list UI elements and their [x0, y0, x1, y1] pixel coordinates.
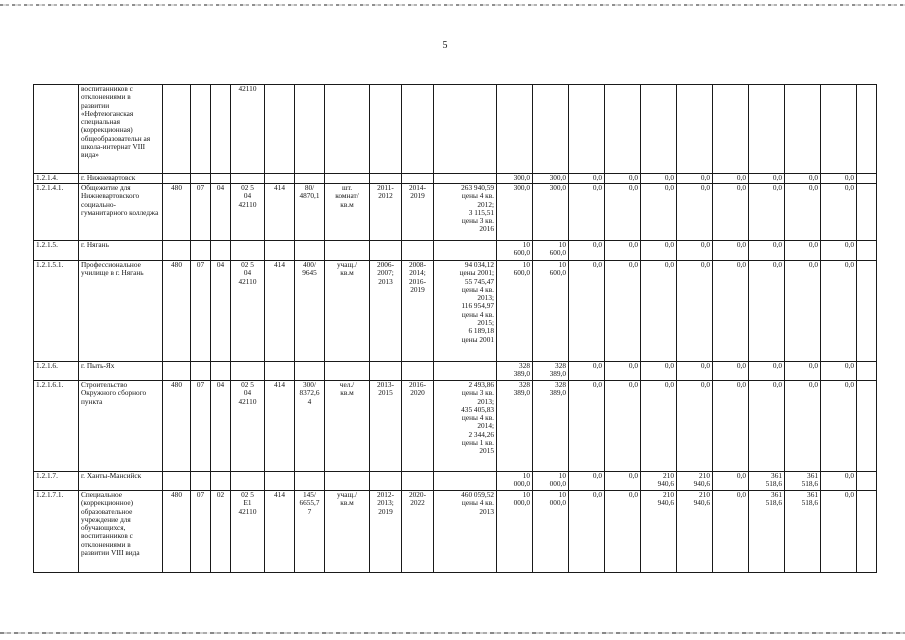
- cell-design-years: 2006- 2007; 2013: [370, 261, 402, 362]
- cell-col-480: [163, 472, 191, 491]
- cell-year-6: 0,0: [713, 261, 749, 362]
- cell-vr: 414: [265, 261, 295, 362]
- cell-year-3: 0,0: [605, 184, 641, 241]
- cell-estimate: 460 059,52 цены 4 кв. 2013: [434, 491, 497, 573]
- cell-code: 1.2.1.7.: [34, 472, 79, 491]
- cell-design-years: 2011- 2012: [370, 184, 402, 241]
- cell-build-years: 2016- 2020: [402, 381, 434, 472]
- cell-col-section: [211, 362, 231, 381]
- cell-unit: шт. комнат/ кв.м: [325, 184, 370, 241]
- cell-year-9: 0,0: [821, 261, 857, 362]
- cell-year-1: 10 000,0: [533, 491, 569, 573]
- cell-year-3: 0,0: [605, 261, 641, 362]
- cell-col-480: 480: [163, 381, 191, 472]
- cell-year-7: 361 518,6: [749, 491, 785, 573]
- cell-year-7: 0,0: [749, 241, 785, 261]
- cell-total: 10 000,0: [497, 491, 533, 573]
- cell-year-8: 0,0: [785, 381, 821, 472]
- cell-name: г. Нягань: [79, 241, 163, 261]
- cell-unit: чел./ кв.м: [325, 381, 370, 472]
- cell-col-07: [191, 241, 211, 261]
- table-row: [34, 241, 877, 261]
- cell-year-8: [785, 85, 821, 174]
- cell-year-1: 328 389,0: [533, 362, 569, 381]
- cell-col-07: [191, 362, 211, 381]
- cell-year-6: 0,0: [713, 472, 749, 491]
- cell-build-years: [402, 241, 434, 261]
- cell-code: 1.2.1.4.: [34, 174, 79, 184]
- cell-vr: [265, 174, 295, 184]
- cell-year-8: 361 518,6: [785, 472, 821, 491]
- cell-col-07: [191, 85, 211, 174]
- cell-total: 328 389,0: [497, 362, 533, 381]
- cell-year-4: 0,0: [641, 261, 677, 362]
- cell-year-2: 0,0: [569, 472, 605, 491]
- cell-design-years: 2013- 2015: [370, 381, 402, 472]
- cell-col-07: 07: [191, 381, 211, 472]
- cell-kbk: 02 5 04 42110: [231, 381, 265, 472]
- cell-build-years: [402, 472, 434, 491]
- cell-year-9: 0,0: [821, 472, 857, 491]
- cell-extra: [857, 184, 877, 241]
- cell-capacity: 300/ 8372,6 4: [295, 381, 325, 472]
- cell-capacity: [295, 241, 325, 261]
- cell-code: 1.2.1.6.1.: [34, 381, 79, 472]
- cell-name: Профессиональное училище в г. Нягань: [79, 261, 163, 362]
- cell-year-1: 10 600,0: [533, 241, 569, 261]
- cell-col-section: [211, 472, 231, 491]
- cell-design-years: [370, 174, 402, 184]
- cell-col-07: 07: [191, 261, 211, 362]
- investment-table: [33, 84, 877, 573]
- cell-year-8: 0,0: [785, 261, 821, 362]
- cell-year-6: 0,0: [713, 491, 749, 573]
- cell-year-8: 361 518,6: [785, 491, 821, 573]
- cell-estimate: [434, 85, 497, 174]
- cell-year-5: 210 940,6: [677, 491, 713, 573]
- cell-build-years: [402, 174, 434, 184]
- cell-capacity: [295, 472, 325, 491]
- cell-code: 1.2.1.5.: [34, 241, 79, 261]
- cell-vr: 414: [265, 184, 295, 241]
- cell-kbk: [231, 174, 265, 184]
- table-row: [34, 362, 877, 381]
- cell-year-5: [677, 85, 713, 174]
- cell-name: воспитанников с отклонениями в развитии «Нефтеюганская специальная (коррекционная) общеобразовательн ая школа-интернат VIII вида»: [79, 85, 163, 174]
- cell-col-section: 04: [211, 184, 231, 241]
- cell-estimate: 94 034,12 цены 2001; 55 745,47 цены 4 кв. 2013; 116 954,97 цены 4 кв. 2015; 6 189,18 цены 2001: [434, 261, 497, 362]
- cell-year-4: 0,0: [641, 184, 677, 241]
- cell-design-years: [370, 472, 402, 491]
- cell-year-6: 0,0: [713, 174, 749, 184]
- cell-col-480: 480: [163, 184, 191, 241]
- cell-name: г. Пыть-Ях: [79, 362, 163, 381]
- cell-total: 328 389,0: [497, 381, 533, 472]
- cell-col-07: 07: [191, 184, 211, 241]
- cell-name: г. Нижневартовск: [79, 174, 163, 184]
- cell-total: [497, 85, 533, 174]
- cell-capacity: [295, 85, 325, 174]
- cell-year-2: 0,0: [569, 381, 605, 472]
- cell-design-years: [370, 241, 402, 261]
- cell-year-1: [533, 85, 569, 174]
- cell-unit: учащ./ кв.м: [325, 491, 370, 573]
- cell-year-1: 10 000,0: [533, 472, 569, 491]
- cell-kbk: 02 5 04 42110: [231, 184, 265, 241]
- cell-total: 300,0: [497, 174, 533, 184]
- cell-year-2: [569, 85, 605, 174]
- cell-year-5: 210 940,6: [677, 472, 713, 491]
- cell-estimate: [434, 472, 497, 491]
- cell-year-3: 0,0: [605, 381, 641, 472]
- table-row: [34, 184, 877, 241]
- cell-build-years: [402, 85, 434, 174]
- cell-build-years: 2008- 2014; 2016- 2019: [402, 261, 434, 362]
- cell-code: [34, 85, 79, 174]
- cell-year-3: 0,0: [605, 241, 641, 261]
- cell-estimate: 263 940,59 цены 4 кв. 2012; 3 115,51 цены 3 кв. 2016: [434, 184, 497, 241]
- cell-col-480: [163, 362, 191, 381]
- cell-col-07: [191, 472, 211, 491]
- cell-year-4: 0,0: [641, 174, 677, 184]
- cell-year-2: 0,0: [569, 174, 605, 184]
- cell-name: Специальное (коррекционное) образовательное учреждение для обучающихся, воспитанников с отклонениями в развитии VIII вида: [79, 491, 163, 573]
- cell-unit: [325, 472, 370, 491]
- table-row: [34, 85, 877, 174]
- cell-year-4: 0,0: [641, 381, 677, 472]
- cell-year-9: [821, 85, 857, 174]
- cell-year-8: 0,0: [785, 184, 821, 241]
- cell-year-5: 0,0: [677, 241, 713, 261]
- cell-extra: [857, 174, 877, 184]
- cell-build-years: 2020- 2022: [402, 491, 434, 573]
- cell-kbk: 02 5 04 42110: [231, 261, 265, 362]
- cell-estimate: 2 493,86 цены 3 кв. 2013; 435 405,83 цены 4 кв. 2014; 2 344,26 цены 1 кв. 2015: [434, 381, 497, 472]
- cell-year-5: 0,0: [677, 184, 713, 241]
- cell-name: Общежитие для Нижневартовского социально-гуманитарного колледжа: [79, 184, 163, 241]
- cell-year-4: [641, 85, 677, 174]
- cell-year-6: 0,0: [713, 184, 749, 241]
- cell-col-section: [211, 174, 231, 184]
- cell-year-7: 361 518,6: [749, 472, 785, 491]
- cell-capacity: 80/ 4870,1: [295, 184, 325, 241]
- cell-capacity: [295, 174, 325, 184]
- cell-year-4: 0,0: [641, 241, 677, 261]
- cell-year-9: 0,0: [821, 362, 857, 381]
- cell-code: 1.2.1.6.: [34, 362, 79, 381]
- cell-year-1: 328 389,0: [533, 381, 569, 472]
- cell-year-5: 0,0: [677, 381, 713, 472]
- cell-estimate: [434, 174, 497, 184]
- cell-kbk: [231, 472, 265, 491]
- cell-col-480: 480: [163, 491, 191, 573]
- cell-code: 1.2.1.4.1.: [34, 184, 79, 241]
- cell-year-3: [605, 85, 641, 174]
- cell-extra: [857, 362, 877, 381]
- scan-edge-top: [0, 4, 905, 6]
- cell-kbk: [231, 241, 265, 261]
- cell-unit: [325, 241, 370, 261]
- cell-capacity: 145/ 6655,7 7: [295, 491, 325, 573]
- cell-year-6: 0,0: [713, 381, 749, 472]
- cell-year-5: 0,0: [677, 174, 713, 184]
- cell-design-years: [370, 85, 402, 174]
- cell-year-7: 0,0: [749, 174, 785, 184]
- cell-extra: [857, 85, 877, 174]
- cell-year-1: 300,0: [533, 174, 569, 184]
- cell-year-3: 0,0: [605, 491, 641, 573]
- cell-unit: [325, 174, 370, 184]
- cell-vr: [265, 362, 295, 381]
- cell-unit: [325, 85, 370, 174]
- cell-year-5: 0,0: [677, 261, 713, 362]
- table-row: [34, 261, 877, 362]
- cell-total: 300,0: [497, 184, 533, 241]
- table-row: [34, 381, 877, 472]
- cell-total: 10 600,0: [497, 261, 533, 362]
- cell-col-section: 02: [211, 491, 231, 573]
- cell-build-years: 2014- 2019: [402, 184, 434, 241]
- cell-extra: [857, 491, 877, 573]
- cell-extra: [857, 241, 877, 261]
- cell-extra: [857, 261, 877, 362]
- cell-year-2: 0,0: [569, 184, 605, 241]
- cell-name: г. Ханты-Мансийск: [79, 472, 163, 491]
- cell-year-5: 0,0: [677, 362, 713, 381]
- cell-col-section: 04: [211, 261, 231, 362]
- cell-code: 1.2.1.7.1.: [34, 491, 79, 573]
- cell-code: 1.2.1.5.1.: [34, 261, 79, 362]
- cell-year-8: 0,0: [785, 362, 821, 381]
- cell-year-7: 0,0: [749, 381, 785, 472]
- cell-build-years: [402, 362, 434, 381]
- cell-capacity: 400/ 9645: [295, 261, 325, 362]
- cell-design-years: 2012- 2013; 2019: [370, 491, 402, 573]
- cell-vr: 414: [265, 491, 295, 573]
- cell-year-3: 0,0: [605, 174, 641, 184]
- cell-name: Строительство Окружного сборного пункта: [79, 381, 163, 472]
- page-number: 5: [442, 40, 448, 51]
- cell-year-8: 0,0: [785, 241, 821, 261]
- cell-col-section: 04: [211, 381, 231, 472]
- cell-year-7: [749, 85, 785, 174]
- cell-year-4: 210 940,6: [641, 472, 677, 491]
- cell-total: 10 000,0: [497, 472, 533, 491]
- cell-year-1: 300,0: [533, 184, 569, 241]
- cell-year-7: 0,0: [749, 184, 785, 241]
- cell-capacity: [295, 362, 325, 381]
- cell-vr: [265, 85, 295, 174]
- cell-design-years: [370, 362, 402, 381]
- cell-unit: учащ./ кв.м: [325, 261, 370, 362]
- cell-col-07: 07: [191, 491, 211, 573]
- cell-col-07: [191, 174, 211, 184]
- cell-unit: [325, 362, 370, 381]
- cell-extra: [857, 381, 877, 472]
- scan-edge-bottom: [0, 632, 905, 634]
- cell-year-9: 0,0: [821, 184, 857, 241]
- cell-vr: 414: [265, 381, 295, 472]
- cell-year-4: 210 940,6: [641, 491, 677, 573]
- cell-year-9: 0,0: [821, 491, 857, 573]
- cell-vr: [265, 241, 295, 261]
- cell-year-9: 0,0: [821, 241, 857, 261]
- cell-estimate: [434, 362, 497, 381]
- cell-col-480: 480: [163, 261, 191, 362]
- cell-year-2: 0,0: [569, 241, 605, 261]
- table-row: [34, 491, 877, 573]
- cell-year-9: 0,0: [821, 381, 857, 472]
- cell-kbk: 42110: [231, 85, 265, 174]
- table-row: [34, 174, 877, 184]
- table-row: [34, 472, 877, 491]
- cell-estimate: [434, 241, 497, 261]
- cell-kbk: 02 5 Е1 42110: [231, 491, 265, 573]
- cell-year-1: 10 600,0: [533, 261, 569, 362]
- cell-year-2: 0,0: [569, 491, 605, 573]
- cell-extra: [857, 472, 877, 491]
- cell-vr: [265, 472, 295, 491]
- cell-year-9: 0,0: [821, 174, 857, 184]
- cell-total: 10 600,0: [497, 241, 533, 261]
- cell-year-8: 0,0: [785, 174, 821, 184]
- cell-col-480: [163, 174, 191, 184]
- cell-year-6: 0,0: [713, 241, 749, 261]
- cell-year-6: [713, 85, 749, 174]
- cell-year-3: 0,0: [605, 472, 641, 491]
- cell-col-section: [211, 241, 231, 261]
- cell-year-4: 0,0: [641, 362, 677, 381]
- cell-col-section: [211, 85, 231, 174]
- cell-kbk: [231, 362, 265, 381]
- cell-year-7: 0,0: [749, 362, 785, 381]
- cell-col-480: [163, 241, 191, 261]
- cell-year-3: 0,0: [605, 362, 641, 381]
- cell-year-6: 0,0: [713, 362, 749, 381]
- cell-year-7: 0,0: [749, 261, 785, 362]
- cell-year-2: 0,0: [569, 261, 605, 362]
- cell-year-2: 0,0: [569, 362, 605, 381]
- cell-col-480: [163, 85, 191, 174]
